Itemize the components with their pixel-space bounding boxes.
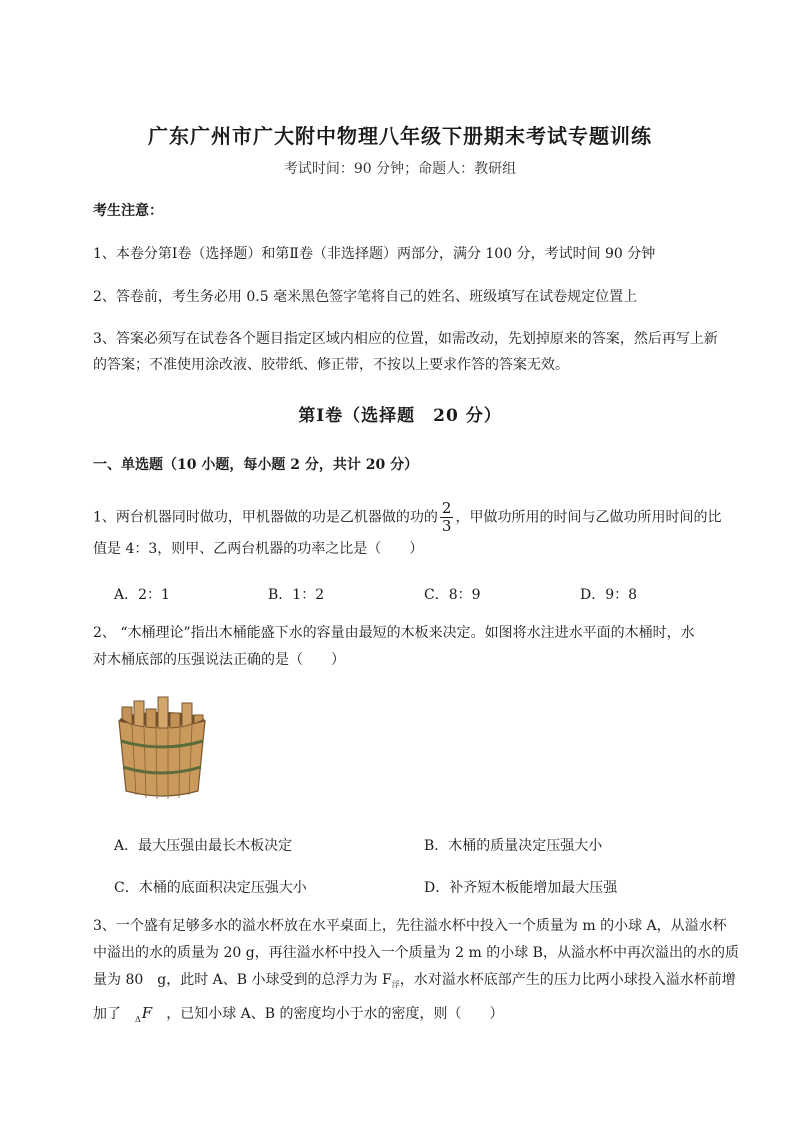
bucket-stave [182, 703, 192, 727]
question-3-line-3 [93, 967, 736, 998]
force-symbol: F [141, 1004, 153, 1022]
question-1-option-c[interactable]: C．8：9 [424, 587, 481, 603]
question-2-line-1: 2、 “木桶理论”指出木桶能盛下水的容量由最短的木板来决定。如图将水注进水平面的木桶时，水 [93, 625, 695, 641]
fraction-two-thirds [440, 500, 454, 535]
fraction-denominator: 3 [441, 517, 452, 535]
bucket-stave [170, 713, 180, 728]
part-heading: 一、单选题（10 小题，每小题 2 分，共计 20 分） [93, 457, 419, 473]
bucket-body [119, 721, 205, 796]
question-2-option-d[interactable]: D．补齐短木板能增加最大压强 [424, 880, 618, 896]
question-1-option-a[interactable]: A．2：1 [114, 587, 170, 603]
bucket-stave [158, 697, 168, 728]
question-3-line-2: 中溢出的水的质量为 20 g，再往溢水杯中投入一个质量为 2 m 的小球 B，从溢水杯中再次溢出的水的质 [93, 945, 739, 961]
wooden-bucket-image [110, 695, 214, 803]
question-1-text-after: ，甲做功所用的时间与乙做功所用时间的比 [455, 509, 722, 526]
question-1-line-2: 值是 4：3，则甲、乙两台机器的功率之比是（ ） [93, 541, 424, 557]
question-1-option-d[interactable]: D．9：8 [580, 587, 638, 603]
notes-item-3-line-1: 3、答案必须写在试卷各个题目指定区域内相应的位置，如需改动，先划掉原来的答案，然后再写上新 [93, 331, 718, 347]
delta-symbol: Δ [135, 1015, 141, 1024]
page-title: 广东广州市广大附中物理八年级下册期末考试专题训练 [148, 124, 652, 148]
notes-item-3-line-2: 的答案；不准使用涂改液、胶带纸、修正带，不按以上要求作答的答案无效。 [93, 357, 569, 373]
question-3-line-3-after: ，水对溢水杯底部产生的压力比两小球投入溢水杯前增 [399, 972, 736, 988]
page-subtitle: 考试时间：90 分钟；命题人：教研组 [283, 161, 517, 177]
notes-item-2: 2、答卷前，考生务必用 0.5 毫米黑色签字笔将自己的姓名、班级填写在试卷规定位置上 [93, 289, 638, 305]
section-title: 第Ⅰ卷（选择题 20 分） [298, 406, 502, 426]
bucket-stave [146, 709, 156, 728]
question-2-option-b[interactable]: B．木桶的质量决定压强大小 [424, 838, 603, 854]
question-1-line-1 [93, 500, 721, 535]
notes-heading: 考生注意： [93, 203, 163, 219]
buoyancy-subscript: 浮 [391, 980, 400, 989]
question-3-line-4 [93, 1000, 504, 1033]
fraction-numerator: 2 [441, 499, 452, 517]
question-3-line-3-before: 量为 80 g，此时 A、B 小球受到的总浮力为 F [93, 972, 392, 988]
question-1-text-before: 1、两台机器同时做功，甲机器做的功是乙机器做的功的 [93, 509, 438, 526]
question-3-line-4-before: 加了 [93, 1006, 121, 1022]
bucket-stave [134, 701, 144, 727]
question-2-option-c[interactable]: C．木桶的底面积决定压强大小 [114, 880, 307, 896]
question-2-line-2: 对木桶底部的压强说法正确的是（ ） [93, 652, 345, 668]
notes-item-1: 1、本卷分第Ⅰ卷（选择题）和第Ⅱ卷（非选择题）两部分，满分 100 分，考试时间 90 分钟 [93, 246, 656, 262]
question-3-line-4-after: ，已知小球 A、B 的密度均小于水的密度，则（ ） [166, 1006, 504, 1022]
question-2-option-a[interactable]: A．最大压强由最长木板决定 [114, 838, 293, 854]
question-3-line-1: 3、一个盛有足够多水的溢水杯放在水平桌面上，先往溢水杯中投入一个质量为 m 的小球 A，从溢水杯 [93, 918, 727, 934]
question-1-option-b[interactable]: B．1：2 [268, 587, 325, 603]
